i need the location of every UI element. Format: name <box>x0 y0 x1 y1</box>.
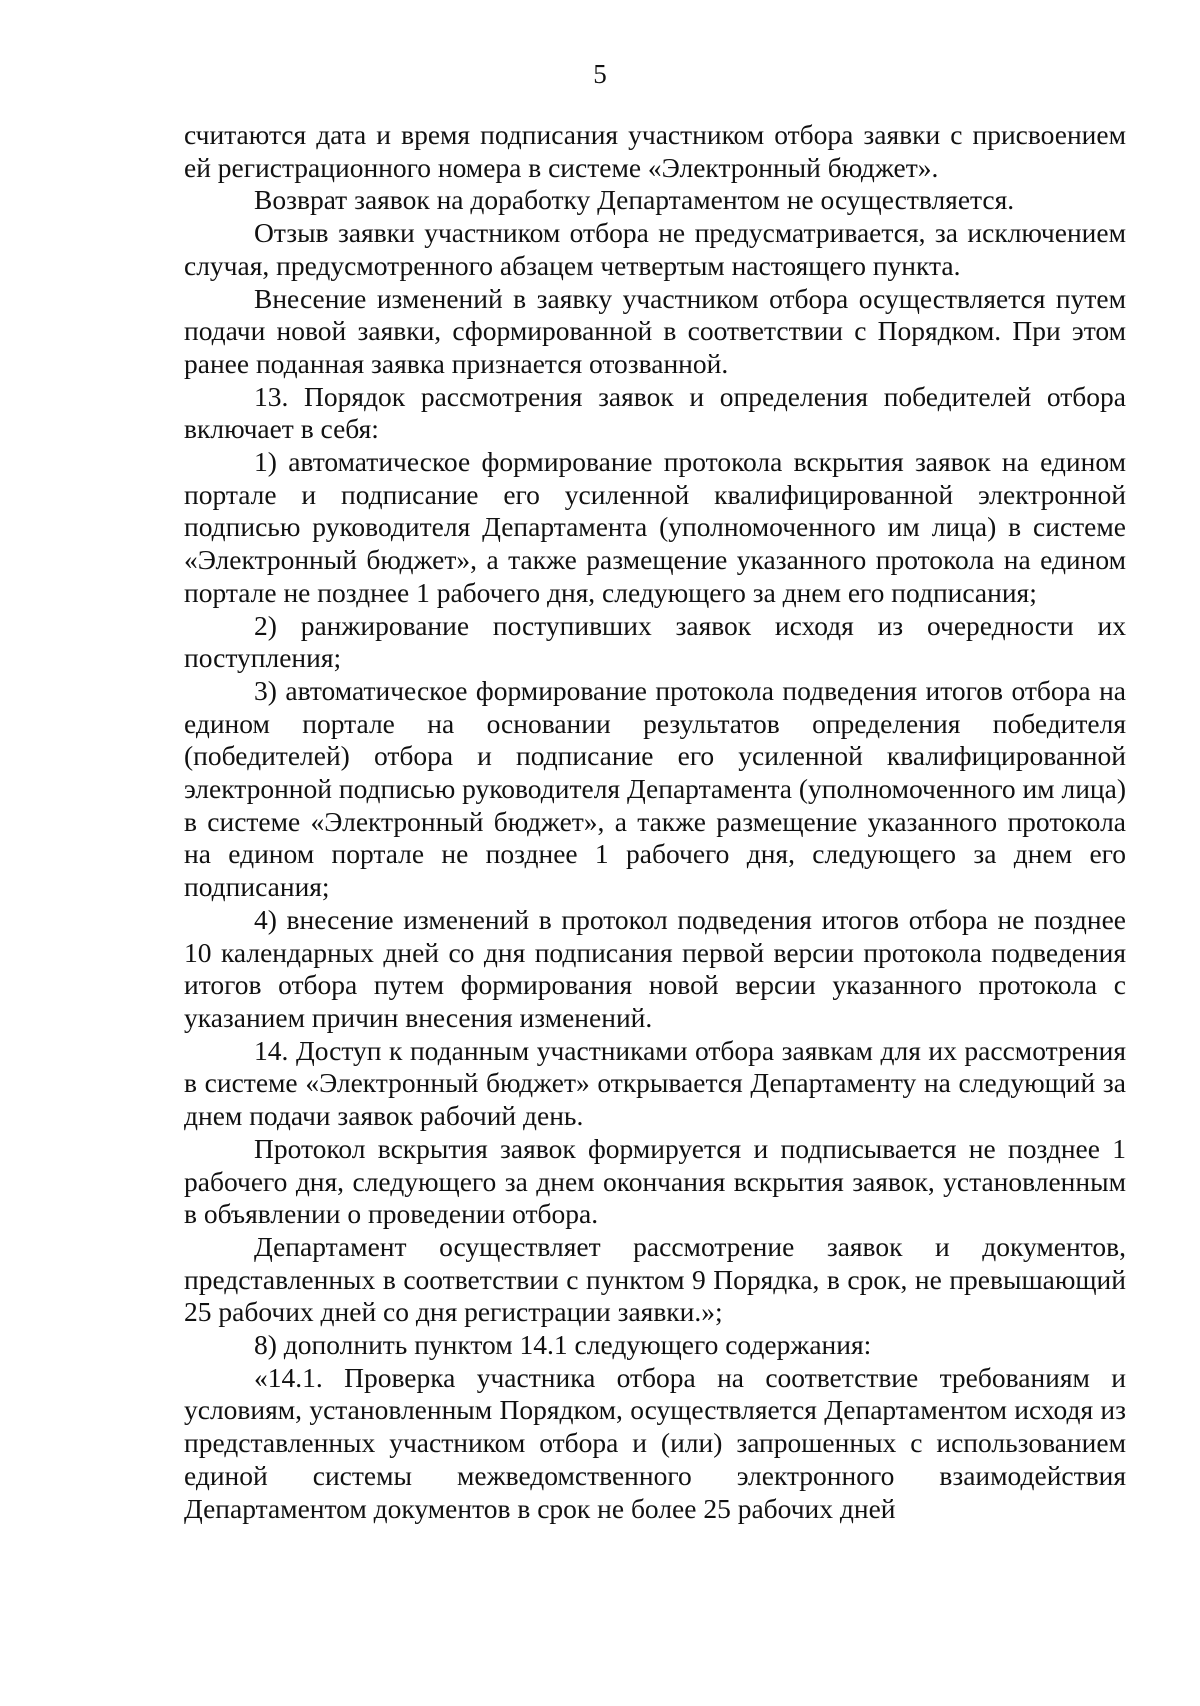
paragraph: считаются дата и время подписания участником отбора заявки с присвоением ей регистрационного номера в системе «Электронный бюджет». <box>184 119 1126 183</box>
paragraph: 13. Порядок рассмотрения заявок и определения победителей отбора включает в себя: <box>184 380 1126 445</box>
page-number: 5 <box>593 59 607 89</box>
paragraph: 3) автоматическое формирование протокола подведения итогов отбора на едином портале на основании результатов определения победителя (победителей) отбора и подписание его усиленной квалифицированной электронной подписью руководителя Департамента (уполномоченного им лица) в системе «Электронный бюджет», а также размещение указанного протокола на едином портале не позднее 1 рабочего дня, следующего за днем его подписания; <box>184 674 1126 903</box>
paragraph: Отзыв заявки участником отбора не предусматривается, за исключением случая, предусмотренного абзацем четвертым настоящего пункта. <box>184 217 1126 281</box>
paragraph: 4) внесение изменений в протокол подведения итогов отбора не позднее 10 календарных дней со дня подписания первой версии протокола подведения итогов отбора путем формирования новой версии указанного протокола с указанием причин внесения изменений. <box>184 903 1126 1033</box>
paragraph: Внесение изменений в заявку участником отбора осуществляется путем подачи новой заявки, сформированной в соответствии с Порядком. При этом ранее поданная заявка признается отозванной. <box>184 282 1126 379</box>
paragraph: Возврат заявок на доработку Департаментом не осуществляется. <box>254 184 1015 216</box>
paragraph: 1) автоматическое формирование протокола вскрытия заявок на едином портале и подписание его усиленной квалифицированной электронной подписью руководителя Департамента (уполномоченного им лица) в системе «Электронный бюджет», а также размещение указанного протокола на едином портале не позднее 1 рабочего дня, следующего за днем его подписания; <box>184 446 1126 608</box>
document-body <box>184 119 1126 1525</box>
paragraph: «14.1. Проверка участника отбора на соответствие требованиям и условиям, установленным Порядком, осуществляется Департаментом исходя из представленных участником отбора и (или) запрошенных с использованием единой системы межведомственного электронного взаимодействия Департаментом документов в срок не более 25 рабочих дней <box>184 1361 1126 1524</box>
paragraph: Протокол вскрытия заявок формируется и подписывается не позднее 1 рабочего дня, следующего за днем окончания вскрытия заявок, установленным в объявлении о проведении отбора. <box>184 1132 1126 1230</box>
paragraph: 14. Доступ к поданным участниками отбора заявкам для их рассмотрения в системе «Электронный бюджет» открывается Департаменту на следующий за днем подачи заявок рабочий день. <box>184 1034 1126 1132</box>
paragraph: 2) ранжирование поступивших заявок исходя из очередности их поступления; <box>184 609 1126 674</box>
paragraph: Департамент осуществляет рассмотрение заявок и документов, представленных в соответствии с пунктом 9 Порядка, в срок, не превышающий 25 рабочих дней со дня регистрации заявки.»; <box>184 1230 1126 1328</box>
paragraph: 8) дополнить пунктом 14.1 следующего содержания: <box>254 1329 872 1361</box>
